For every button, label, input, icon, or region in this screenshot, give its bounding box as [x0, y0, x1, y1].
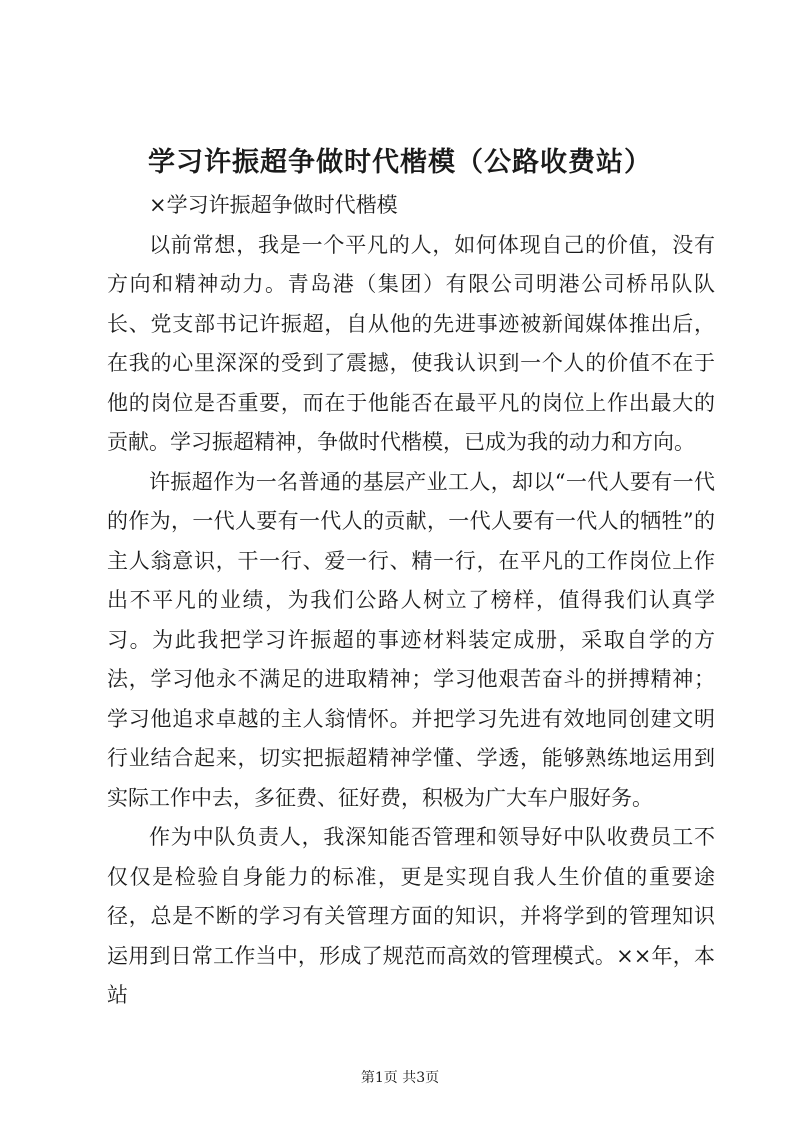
paragraph-3: 作为中队负责人，我深知能否管理和领导好中队收费员工不仅仅是检验自身能力的标准，更是实现自我人生价值的重要途径，总是不断的学习有关管理方面的知识，并将学到的管理知识运用到日常工作当中，形成了规范而高效的管理模式。××年，本站 [107, 825, 715, 1007]
paragraph-1: 以前常想，我是一个平凡的人，如何体现自己的价值，没有方向和精神动力。青岛港（集团）有限公司明港公司桥吊队队长、党支部书记许振超，自从他的先进事迹被新闻媒体推出后，在我的心里深深的受到了震撼，使我认识到一个人的价值不在于他的岗位是否重要，而在于他能否在最平凡的岗位上作出最大的贡献。学习振超精神，争做时代楷模，已成为我的动力和方向。 [107, 232, 715, 454]
document-subtitle: ×学习许振超争做时代楷模 [149, 193, 398, 217]
document-body [107, 186, 715, 1016]
page-footer: 第1页 共3页 [360, 1070, 440, 1086]
document-title: 学习许振超争做时代楷模（公路收费站） [148, 147, 652, 178]
paragraph-2: 许振超作为一名普通的基层产业工人，却以“一代人要有一代的作为，一代人要有一代人的贡献，一代人要有一代人的牺牲”的主人翁意识，干一行、爱一行、精一行，在平凡的工作岗位上作出不平凡的业绩，为我们公路人树立了榜样，值得我们认真学习。为此我把学习许振超的事迹材料装定成册，采取自学的方法，学习他永不满足的进取精神；学习他艰苦奋斗的拼搏精神；学习他追求卓越的主人翁情怀。并把学习先进有效地同创建文明行业结合起来，切实把振超精神学懂、学透，能够熟练地运用到实际工作中去，多征费、征好费，积极为广大车户服好务。 [107, 469, 715, 810]
